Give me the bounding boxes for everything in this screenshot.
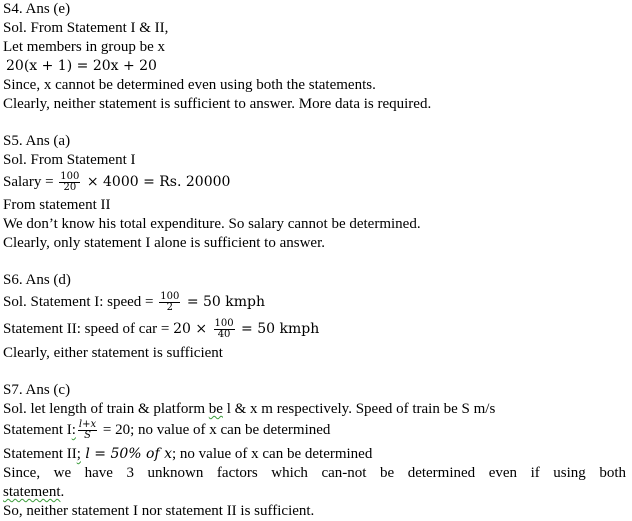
- s7-statement2: [3, 445, 372, 463]
- s7-statement1: [3, 418, 330, 442]
- s6-st2-denominator: 40: [217, 329, 231, 341]
- s7-st2-label: Statement II: [3, 446, 77, 462]
- s4-line2: Let members in group be x: [3, 39, 166, 55]
- s5-line3: From statement II: [3, 197, 111, 213]
- s6-heading: S6. Ans (d): [3, 272, 71, 288]
- s4-heading: S4. Ans (e): [3, 1, 71, 17]
- s6-line4: Clearly, either statement is sufficient: [3, 345, 223, 361]
- s7-st1-label: Statement I: [3, 422, 72, 438]
- s4-line4: Since, x cannot be determined even using both the statements.: [3, 77, 376, 93]
- s7-st1-denominator: S: [84, 430, 91, 442]
- s7-line1-part-b: l & x m respectively. Speed of train be S m/s: [222, 401, 496, 417]
- s5-frac-numerator: 100: [60, 171, 80, 183]
- s7-line4-continued: [3, 483, 64, 501]
- s6-st2-label: Statement II: speed of car =: [3, 321, 174, 337]
- s6-statement1: [3, 290, 265, 314]
- s6-st2-result: = 50 kmph: [236, 321, 320, 337]
- s7-line5: So, neither statement I nor statement II is sufficient.: [3, 503, 315, 519]
- s7-st1-fraction: [78, 420, 97, 441]
- s6-st2-mid: 20 ×: [173, 321, 212, 337]
- s6-st1-fraction: [159, 292, 180, 313]
- s7-line4-statement: statement: [3, 484, 61, 500]
- s6-statement2: [3, 317, 319, 341]
- s4-equation: [6, 57, 157, 75]
- s5-line4: We don’t know his total expenditure. So salary cannot be determined.: [3, 216, 421, 232]
- s5-salary-label: Salary =: [3, 174, 58, 190]
- s7-line1-be: be: [208, 401, 223, 417]
- s5-line5: Clearly, only statement I alone is sufficient to answer.: [3, 235, 326, 251]
- s7-st2-colon: ;: [76, 446, 81, 462]
- s7-heading: S7. Ans (c): [3, 382, 71, 398]
- s6-st2-fraction: [214, 319, 235, 340]
- s5-heading: S5. Ans (a): [3, 133, 71, 149]
- s4-eq-rhs: 20x + 20: [92, 58, 157, 74]
- s7-st2-rest: ; no value of x can be determined: [172, 446, 373, 462]
- s5-frac-denominator: 20: [63, 182, 77, 194]
- s7-line4: [3, 464, 626, 482]
- s7-line1: [3, 400, 495, 418]
- s6-st1-result: = 50 kmph: [182, 294, 266, 310]
- s4-eq-equals: =: [72, 58, 93, 74]
- s7-st1-numerator: l+x: [78, 419, 97, 431]
- s6-st1-numerator: 100: [160, 291, 180, 303]
- s5-salary-fraction: [59, 172, 80, 193]
- s4-line5: Clearly, neither statement is sufficient to answer. More data is required.: [3, 96, 432, 112]
- s7-st2-math: l = 50% of x: [80, 446, 172, 462]
- s7-line4-text: Since, we have 3 unknown factors which can-not be determined even if using both: [3, 465, 626, 481]
- s5-salary-result: × 4000 = Rs. 20000: [82, 174, 231, 190]
- s7-line4-period: .: [60, 484, 65, 500]
- s6-st1-denominator: 2: [166, 302, 174, 314]
- s4-line1: Sol. From Statement I & II,: [3, 20, 169, 36]
- s5-line1: Sol. From Statement I: [3, 152, 136, 168]
- s5-salary-line: [3, 170, 230, 194]
- s4-eq-lhs: 20(x + 1): [6, 58, 73, 74]
- s6-st2-numerator: 100: [214, 318, 234, 330]
- s7-st1-colon: :: [71, 422, 76, 438]
- s7-st1-rest: = 20; no value of x can be determined: [99, 422, 331, 438]
- s6-st1-label: Sol. Statement I: speed =: [3, 294, 158, 310]
- s7-line1-part-a: Sol. let length of train & platform: [3, 401, 209, 417]
